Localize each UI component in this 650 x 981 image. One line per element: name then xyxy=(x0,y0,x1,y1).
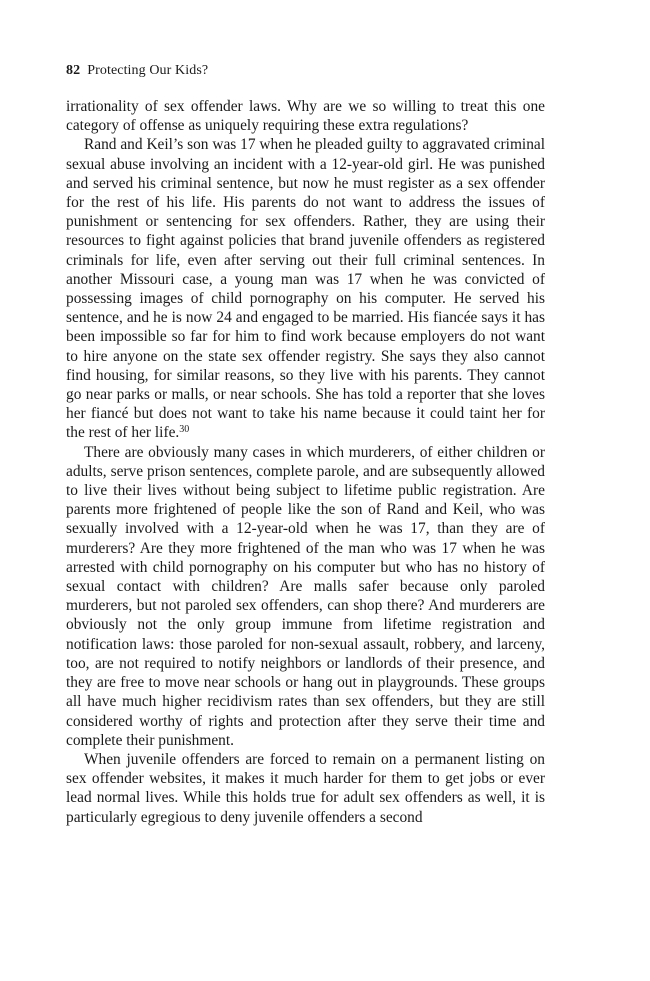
paragraph-continuation: irrationality of sex offender laws. Why are we so willing to treat this one category of offense as uniquely requiring these extra regulations? xyxy=(66,98,545,135)
footnote-reference: 30 xyxy=(179,424,190,436)
page-number: 82 xyxy=(66,63,81,78)
paragraph xyxy=(66,135,545,442)
running-header xyxy=(66,62,208,80)
body-text xyxy=(66,97,545,827)
paragraph: When juvenile offenders are forced to remain on a permanent listing on sex offender websites, it makes it much harder for them to get jobs or ever lead normal lives. While this holds true for adult sex offenders as well, it is particularly egregious to deny juvenile offenders a second xyxy=(66,750,545,826)
running-title: Protecting Our Kids? xyxy=(87,63,209,78)
paragraph-text: Rand and Keil’s son was 17 when he pleaded guilty to aggravated criminal sexual abuse involving an incident with a 12-year-old girl. He was punished and served his criminal sentence, but now he must register as a sex offender for the rest of his life. His parents do not want to address the issues of punishment or sentencing for sex offenders. Rather, they are using their resources to fight against policies that brand juvenile offenders as registered criminals for life, even after serving out their full criminal sentences. In another Missouri case, a young man was 17 when he was convicted of possessing images of child pornography on his computer. He served his sentence, and he is now 24 and engaged to be married. His fiancée says it has been impossible so far for him to find work because employers do not want to hire anyone on the state sex offender registry. She says they also cannot find housing, for similar reasons, so they live with his parents. They cannot go near parks or malls, or near schools. She has told a reporter that she loves her fiancé but does not want to take his name because it could taint her for the rest of her life. xyxy=(66,136,545,442)
paragraph: There are obviously many cases in which murderers, of either children or adults, serve prison sentences, complete parole, and are subsequently allowed to live their lives without being subject to lifetime public registration. Are parents more frightened of people like the son of Rand and Keil, who was sexually involved with a 12-year-old when he was 17, than they are of murderers? Are they more frightened of the man who was 17 when he was arrested with child pornography on his computer but who has no history of sexual contact with children? Are malls safer because only paroled murderers, but not paroled sex offenders, can shop there? And murderers are obviously not the only group immune from lifetime registration and notification laws: those paroled for non-sexual assault, robbery, and larceny, too, are not required to notify neighbors or landlords of their presence, and they are free to move near schools or hang out in playgrounds. These groups all have much higher recidivism rates than sex offenders, but they are still considered worthy of rights and protection after they serve their time and complete their punishment. xyxy=(66,443,545,749)
